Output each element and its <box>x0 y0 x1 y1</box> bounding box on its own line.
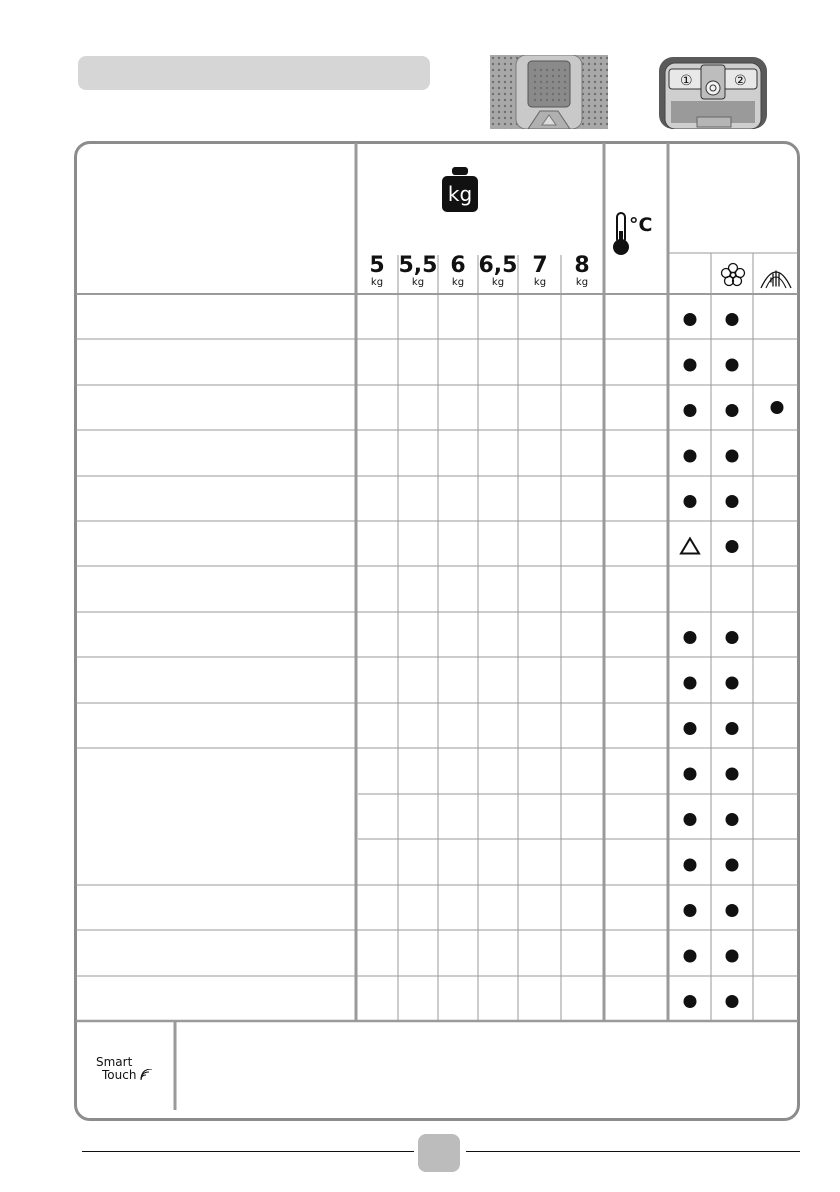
load-capacity-label <box>398 255 438 288</box>
load-capacity-unit: kg <box>451 277 465 288</box>
load-capacity-value: 6 <box>450 253 466 278</box>
smart-touch-logo <box>96 1056 158 1082</box>
footer-rule-left <box>82 1151 414 1152</box>
temperature-unit: °C <box>629 214 653 236</box>
load-capacity-unit: kg <box>575 277 589 288</box>
load-capacity-value: 7 <box>532 253 548 278</box>
signal-icon <box>140 1069 152 1081</box>
load-capacity-label <box>478 255 518 288</box>
program-table <box>74 141 800 1121</box>
load-capacity-value: 8 <box>574 253 590 278</box>
compartment-label-2: ② <box>734 73 747 89</box>
load-capacity-unit: kg <box>370 277 384 288</box>
load-capacity-unit: kg <box>491 277 505 288</box>
load-capacity-label <box>357 255 397 288</box>
page-number-tab <box>418 1134 460 1172</box>
load-capacity-value: 6,5 <box>478 253 518 278</box>
hand-liquid-icon <box>759 260 793 290</box>
section-title-bar <box>78 56 430 90</box>
footer-rule-right <box>466 1151 800 1152</box>
temperature-icon <box>612 211 662 257</box>
dispenser-photo <box>657 55 769 129</box>
compartment-label-1: ① <box>680 73 693 89</box>
load-capacity-unit: kg <box>533 277 547 288</box>
load-capacity-label <box>438 255 478 288</box>
smart-touch-line1: Smart <box>96 1055 133 1069</box>
load-capacity-value: 5 <box>369 253 385 278</box>
weight-icon-text: kg <box>447 182 473 206</box>
load-capacity-label <box>520 255 560 288</box>
load-capacity-label <box>562 255 602 288</box>
dispenser-illustration <box>657 55 769 129</box>
drawer-photo <box>490 55 608 129</box>
drawer-illustration <box>490 55 608 129</box>
flower-softener-icon <box>720 262 746 288</box>
load-capacity-unit: kg <box>411 277 425 288</box>
smart-touch-line2: Touch <box>102 1068 137 1082</box>
weight-icon <box>442 167 478 213</box>
load-capacity-value: 5,5 <box>398 253 438 278</box>
